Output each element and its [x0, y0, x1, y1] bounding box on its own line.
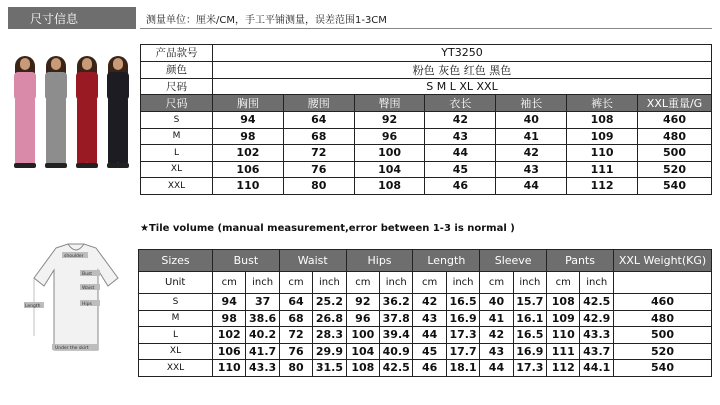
- measure-cell: 98: [213, 310, 246, 327]
- measure-cell: 109: [547, 310, 580, 327]
- measure-cell: 42.5: [580, 294, 614, 311]
- measure-cell: 37.8: [380, 310, 413, 327]
- size-label: S: [139, 294, 213, 311]
- unit-label: Unit: [139, 272, 213, 294]
- measure-cell: 80: [283, 178, 354, 195]
- measure-cell: 68: [283, 128, 354, 145]
- cn-size-row: [141, 178, 712, 195]
- measure-cell: 108: [547, 294, 580, 311]
- cn-header-cell: 尺码: [141, 95, 213, 112]
- measure-cell: 96: [354, 128, 425, 145]
- measure-cell: 16.5: [446, 294, 479, 311]
- measure-cell: 31.5: [313, 360, 346, 377]
- size-label: L: [141, 145, 213, 162]
- diagram-label-shoulder: shoulder: [64, 254, 84, 259]
- en-size-row: [139, 294, 712, 311]
- color-label: 颜色: [141, 61, 213, 78]
- measure-cell: 17.3: [446, 327, 479, 344]
- measure-cell: 37: [246, 294, 279, 311]
- unit-cell: inch: [580, 272, 614, 294]
- measure-cell: 18.1: [446, 360, 479, 377]
- unit-cell: cm: [547, 272, 580, 294]
- measure-cell: 42.9: [580, 310, 614, 327]
- measure-cell: 41.7: [246, 343, 279, 360]
- measure-cell: 41: [496, 128, 567, 145]
- size-label: L: [139, 327, 213, 344]
- measure-cell: 108: [354, 178, 425, 195]
- unit-cell: cm: [213, 272, 246, 294]
- measure-cell: 110: [213, 178, 284, 195]
- cn-header-cell: 腰围: [283, 95, 354, 112]
- en-header-cell: Pants: [547, 250, 614, 272]
- measure-cell: 36.2: [380, 294, 413, 311]
- model-figure: [41, 52, 71, 170]
- color-row: [141, 61, 712, 78]
- model-figure: [72, 52, 102, 170]
- measure-cell: 108: [567, 112, 638, 129]
- measure-cell: 44: [496, 178, 567, 195]
- measure-cell: 92: [354, 112, 425, 129]
- size-label: XL: [139, 343, 213, 360]
- measure-cell: 94: [213, 112, 284, 129]
- measure-cell: 96: [346, 310, 379, 327]
- size-label: S: [141, 112, 213, 129]
- measure-cell: 500: [614, 327, 712, 344]
- unit-cell: inch: [446, 272, 479, 294]
- measure-cell: 44: [425, 145, 496, 162]
- unit-cell-blank: [614, 272, 712, 294]
- measure-cell: 98: [213, 128, 284, 145]
- measure-cell: 102: [213, 327, 246, 344]
- measure-cell: 15.7: [513, 294, 546, 311]
- measure-cell: 42.5: [380, 360, 413, 377]
- measure-cell: 102: [213, 145, 284, 162]
- en-unit-row: [139, 272, 712, 294]
- measure-cell: 42: [496, 145, 567, 162]
- measure-cell: 26.8: [313, 310, 346, 327]
- measure-cell: 500: [638, 145, 712, 162]
- en-size-row: [139, 310, 712, 327]
- unit-cell: inch: [313, 272, 346, 294]
- measure-cell: 110: [547, 327, 580, 344]
- measure-cell: 68: [279, 310, 312, 327]
- measure-cell: 72: [279, 327, 312, 344]
- measure-cell: 29.9: [313, 343, 346, 360]
- measure-cell: 16.9: [446, 310, 479, 327]
- product-code-label: 产品款号: [141, 45, 213, 62]
- en-header-cell: Sizes: [139, 250, 213, 272]
- measure-cell: 80: [279, 360, 312, 377]
- color-value: 粉色 灰色 红色 黑色: [213, 61, 712, 78]
- cn-header-cell: 袖长: [496, 95, 567, 112]
- diagram-label-bust: Bust: [82, 272, 93, 277]
- cn-header-cell: 衣长: [425, 95, 496, 112]
- measure-cell: 76: [279, 343, 312, 360]
- en-table-title: ★Tile volume (manual measurement,error between 1-3 is normal ): [140, 223, 515, 234]
- measure-cell: 100: [346, 327, 379, 344]
- measure-cell: 111: [547, 343, 580, 360]
- size-list-value: S M L XL XXL: [213, 78, 712, 95]
- en-size-row: [139, 360, 712, 377]
- diagram-label-length: Length: [25, 304, 41, 309]
- size-label: M: [141, 128, 213, 145]
- size-list-row: [141, 78, 712, 95]
- measure-cell: 64: [279, 294, 312, 311]
- unit-cell: inch: [380, 272, 413, 294]
- measure-cell: 540: [638, 178, 712, 195]
- cn-header-cell: 胸围: [213, 95, 284, 112]
- measure-cell: 41: [480, 310, 513, 327]
- measure-cell: 106: [213, 161, 284, 178]
- measure-cell: 42: [425, 112, 496, 129]
- measure-cell: 110: [567, 145, 638, 162]
- cn-size-row: [141, 145, 712, 162]
- measure-cell: 92: [346, 294, 379, 311]
- diagram-label-waist: Waist: [82, 286, 95, 291]
- measure-cell: 42: [480, 327, 513, 344]
- cn-header-cell: 臀围: [354, 95, 425, 112]
- measure-cell: 45: [413, 343, 446, 360]
- measure-cell: 76: [283, 161, 354, 178]
- model-figure: [10, 52, 40, 170]
- measure-cell: 40: [496, 112, 567, 129]
- measure-cell: 44: [413, 327, 446, 344]
- size-label: XXL: [141, 178, 213, 195]
- measure-cell: 17.3: [513, 360, 546, 377]
- measure-cell: 94: [213, 294, 246, 311]
- size-label: M: [139, 310, 213, 327]
- model-photo: [8, 52, 136, 172]
- measure-cell: 110: [213, 360, 246, 377]
- size-list-label: 尺码: [141, 78, 213, 95]
- measure-cell: 44.1: [580, 360, 614, 377]
- unit-cell: cm: [346, 272, 379, 294]
- measure-cell: 109: [567, 128, 638, 145]
- measure-cell: 520: [638, 161, 712, 178]
- measure-cell: 16.9: [513, 343, 546, 360]
- en-header-cell: Hips: [346, 250, 413, 272]
- measure-cell: 40: [480, 294, 513, 311]
- measure-cell: 104: [354, 161, 425, 178]
- measure-cell: 43.3: [246, 360, 279, 377]
- spec-table-cn: [140, 44, 712, 195]
- spec-table-en: [138, 249, 712, 377]
- en-header-cell: Length: [413, 250, 480, 272]
- measure-cell: 43: [480, 343, 513, 360]
- measure-cell: 460: [614, 294, 712, 311]
- measure-cell: 112: [567, 178, 638, 195]
- measure-cell: 17.7: [446, 343, 479, 360]
- measure-cell: 111: [567, 161, 638, 178]
- en-size-row: [139, 343, 712, 360]
- unit-cell: inch: [246, 272, 279, 294]
- unit-cell: cm: [413, 272, 446, 294]
- measure-cell: 43: [496, 161, 567, 178]
- cn-size-row: [141, 128, 712, 145]
- measure-cell: 106: [213, 343, 246, 360]
- product-code-row: [141, 45, 712, 62]
- measure-cell: 16.1: [513, 310, 546, 327]
- unit-cell: cm: [279, 272, 312, 294]
- measure-cell: 40.9: [380, 343, 413, 360]
- measure-cell: 25.2: [313, 294, 346, 311]
- en-header-cell: Bust: [213, 250, 280, 272]
- size-info-label: 尺寸信息: [30, 11, 79, 26]
- measure-cell: 42: [413, 294, 446, 311]
- en-header-cell: XXL Weight(KG): [614, 250, 712, 272]
- unit-cell: inch: [513, 272, 546, 294]
- measure-cell: 43: [413, 310, 446, 327]
- en-header-row: [139, 250, 712, 272]
- unit-cell: cm: [480, 272, 513, 294]
- measure-cell: 100: [354, 145, 425, 162]
- measure-cell: 28.3: [313, 327, 346, 344]
- measure-cell: 40.2: [246, 327, 279, 344]
- measure-cell: 520: [614, 343, 712, 360]
- cn-header-cell: XXL重量/G: [638, 95, 712, 112]
- cn-header-cell: 裤长: [567, 95, 638, 112]
- measure-cell: 38.6: [246, 310, 279, 327]
- en-header-cell: Waist: [279, 250, 346, 272]
- measure-cell: 104: [346, 343, 379, 360]
- model-figure: [103, 52, 133, 170]
- size-label: XL: [141, 161, 213, 178]
- cn-size-row: [141, 112, 712, 129]
- size-label: XXL: [139, 360, 213, 377]
- measure-cell: 112: [547, 360, 580, 377]
- measure-cell: 46: [413, 360, 446, 377]
- measure-cell: 480: [614, 310, 712, 327]
- size-info-tab: [8, 7, 136, 29]
- measure-cell: 540: [614, 360, 712, 377]
- measure-cell: 44: [480, 360, 513, 377]
- diagram-label-hips: Hips: [82, 302, 92, 307]
- product-code-value: YT3250: [213, 45, 712, 62]
- measure-cell: 16.5: [513, 327, 546, 344]
- measure-cell: 43.3: [580, 327, 614, 344]
- cn-size-row: [141, 161, 712, 178]
- measure-cell: 64: [283, 112, 354, 129]
- garment-diagram: [22, 240, 130, 360]
- measure-cell: 43.7: [580, 343, 614, 360]
- diagram-label-hem: Under the skirt: [55, 346, 89, 351]
- en-size-row: [139, 327, 712, 344]
- measure-cell: 108: [346, 360, 379, 377]
- measure-cell: 39.4: [380, 327, 413, 344]
- measure-cell: 43: [425, 128, 496, 145]
- measure-cell: 460: [638, 112, 712, 129]
- header-divider: [140, 28, 712, 29]
- measurement-note: 测量单位：厘米/CM，手工平铺测量，误差范围1-3CM: [146, 15, 387, 26]
- measure-cell: 46: [425, 178, 496, 195]
- cn-header-row: [141, 95, 712, 112]
- en-header-cell: Sleeve: [480, 250, 547, 272]
- measure-cell: 72: [283, 145, 354, 162]
- measure-cell: 45: [425, 161, 496, 178]
- measure-cell: 480: [638, 128, 712, 145]
